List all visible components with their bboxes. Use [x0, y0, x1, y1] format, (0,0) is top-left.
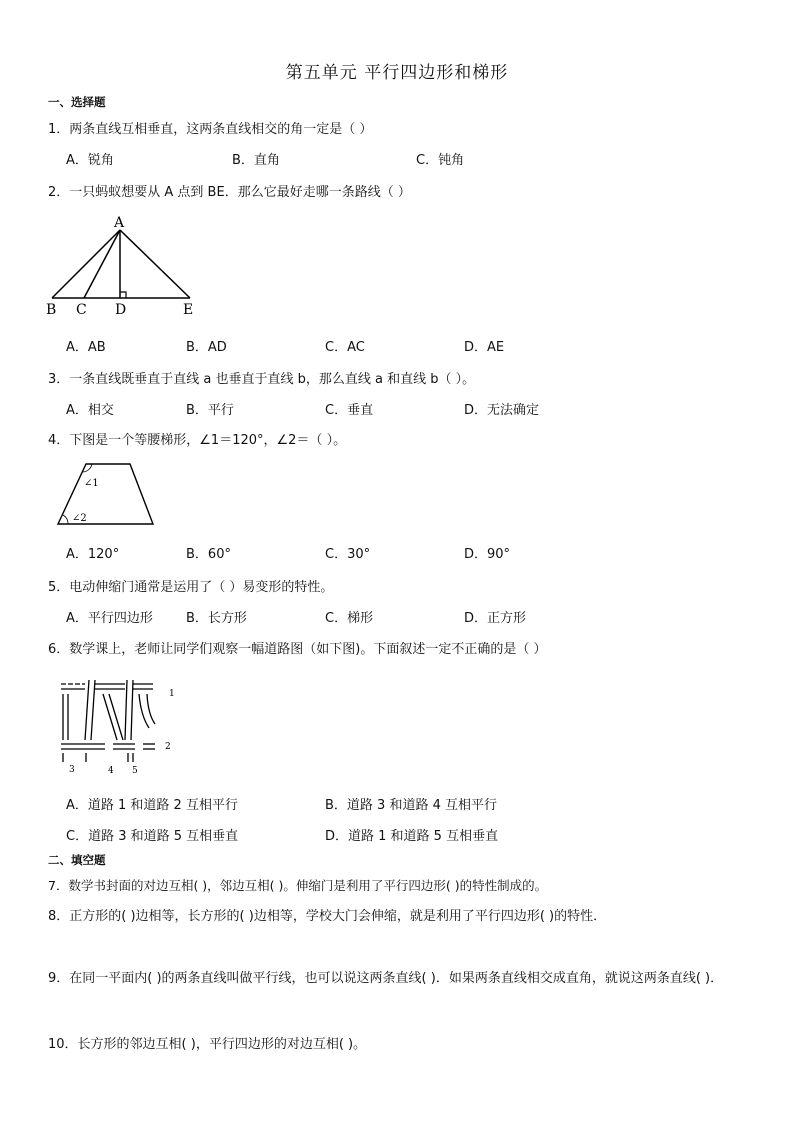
label-a: A: [114, 215, 125, 231]
q2-option-a[interactable]: A．AB: [66, 340, 106, 355]
triangle-figure: [40, 208, 210, 320]
page-title: 第五单元 平行四边形和梯形: [285, 63, 509, 83]
section-choice-heading: 一、选择题: [48, 95, 106, 109]
q3-option-d[interactable]: D．无法确定: [464, 403, 540, 418]
q5-option-b[interactable]: B．长方形: [186, 611, 247, 626]
angle-2-label: ∠2: [72, 513, 87, 524]
q6-option-a[interactable]: A．道路 1 和道路 2 互相平行: [66, 798, 238, 813]
road-map-figure: [55, 676, 185, 780]
section-fill-heading: 二、填空题: [48, 853, 106, 867]
question-6: 6．数学课上，老师让同学们观察一幅道路图（如下图)。下面叙述一定不正确的是（ ）: [48, 642, 547, 657]
question-5: 5．电动伸缩门通常是运用了（ ）易变形的特性。: [48, 580, 334, 595]
label-c: C: [76, 302, 87, 318]
q5-option-a[interactable]: A．平行四边形: [66, 611, 153, 626]
road-2-label: 2: [165, 742, 171, 752]
question-4: 4．下图是一个等腰梯形，∠1＝120°，∠2＝（ ）。: [48, 433, 347, 448]
q1-option-c[interactable]: C．钝角: [416, 153, 465, 168]
q6-option-b[interactable]: B．道路 3 和道路 4 互相平行: [325, 798, 497, 813]
q2-option-d[interactable]: D．AE: [464, 340, 505, 355]
q6-option-d[interactable]: D．道路 1 和道路 5 互相垂直: [325, 829, 499, 844]
road-3-label: 3: [69, 765, 75, 775]
trapezoid-figure: [52, 460, 162, 530]
q3-option-a[interactable]: A．相交: [66, 403, 114, 418]
q4-option-d[interactable]: D．90°: [464, 547, 511, 562]
label-e: E: [183, 302, 194, 318]
q3-option-c[interactable]: C．垂直: [325, 403, 374, 418]
q5-option-c[interactable]: C．梯形: [325, 611, 374, 626]
label-d: D: [115, 302, 127, 318]
road-4-label: 4: [108, 766, 114, 776]
q2-option-b[interactable]: B．AD: [186, 340, 227, 355]
road-5-label: 5: [132, 766, 138, 776]
q4-option-c[interactable]: C．30°: [325, 547, 371, 562]
q4-option-a[interactable]: A．120°: [66, 547, 120, 562]
q2-option-c[interactable]: C．AC: [325, 340, 365, 355]
question-1: 1．两条直线互相垂直，这两条直线相交的角一定是（ ）: [48, 122, 373, 137]
q3-option-b[interactable]: B．平行: [186, 403, 234, 418]
road-1-label: 1: [169, 689, 175, 699]
q5-option-d[interactable]: D．正方形: [464, 611, 527, 626]
question-10: 10．长方形的邻边互相( )，平行四边形的对边互相( )。: [48, 1037, 367, 1052]
q1-option-b[interactable]: B．直角: [232, 153, 280, 168]
question-8: 8．正方形的( )边相等，长方形的( )边相等，学校大门会伸缩，就是利用了平行四边形( )的特性．: [48, 909, 607, 924]
question-3: 3．一条直线既垂直于直线 a 也垂直于直线 b，那么直线 a 和直线 b（ ）。: [48, 372, 476, 387]
label-b: B: [46, 302, 57, 318]
q4-option-b[interactable]: B．60°: [186, 547, 231, 562]
question-9: 9．在同一平面内( )的两条直线叫做平行线，也可以说这两条直线( )．如果两条直线相交成直角，就说这两条直线( )．: [48, 971, 724, 986]
question-2: 2．一只蚂蚁想要从 A 点到 BE．那么它最好走哪一条路线（ ）: [48, 185, 411, 200]
angle-1-label: ∠1: [84, 478, 99, 489]
question-7: 7．数学书封面的对边互相( )，邻边互相( )。伸缩门是利用了平行四边形( )的特性制成的。: [48, 878, 548, 893]
q6-option-c[interactable]: C．道路 3 和道路 5 互相垂直: [66, 829, 239, 844]
q1-option-a[interactable]: A．锐角: [66, 153, 114, 168]
